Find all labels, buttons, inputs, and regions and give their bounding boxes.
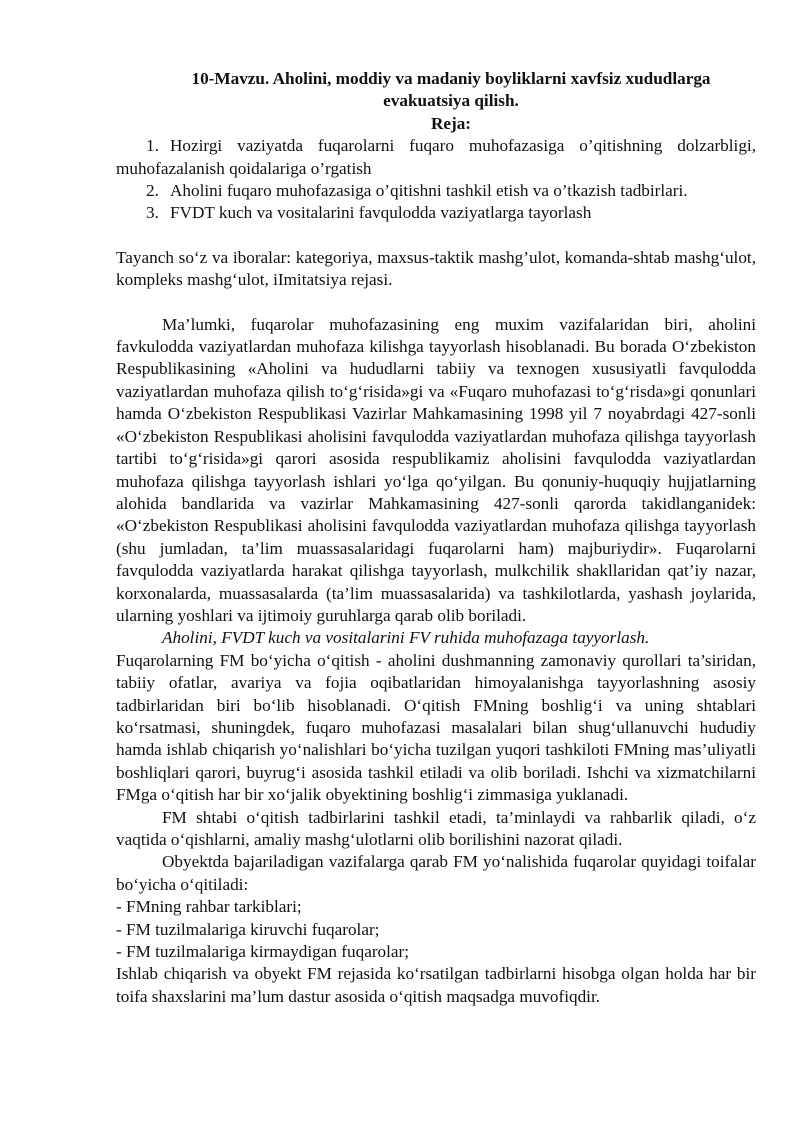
plan-heading: Reja: <box>430 113 472 133</box>
paragraph-intro: Ma’lumki, fuqarolar muhofazasining eng muxim vazifalaridan biri, aholini favkulodda vaziyatlardan muhofaza kilishga tayyorlash hisoblanadi. Bu borada O‘zbekiston Respublikasining «Aholini va hududlarni tabiiy va texnogen xususiyatli favqulodda vaziyatlardan muhofaza qilish to‘g‘risida»gi va «Fuqaro muhofazasi to‘g‘risda»gi qonunlari hamda O‘zbekiston Respublikasi Vazirlar Mahkamasining 1998 yil 7 noyabrdagi 427-sonli «O‘zbekiston Respublikasi aholisini favqulodda vaziyatlardan muhofaza qilishga tayyorlash tartibi to‘g‘risida»gi qarori asosida respublikamiz aholisini favqulodda vaziyatlardan muhofaza qilishga tayyorlash ishlari yo‘lga qo‘yilgan. Bu qonuniy-huquqiy hujjatlarning alohida bandlarida va vazirlar Mahkamasining 427-sonli qarorda takidlanganidek: «O‘zbekiston Respublikasi aholisini favqulodda vaziyatlardan muhofaza qilishga tayyorlash (shu jumladan, ta’lim muassasalaridagi fuqarolarni ham) majburiydir». Fuqarolarni favqulodda vaziyatlarda harakat qilishga tayyorlash, mulkchilik shakllaridan qat’iy nazar, korxonalarda, muassasalarda (ta’lim muassasalarida) va tashkilotlarda, yashash joylarida, ularning yoshlari va ijtimoiy guruhlarga qarab olib boriladi. <box>116 314 756 625</box>
list-item: - FM tuzilmalariga kirmaydigan fuqarolar; <box>116 942 410 962</box>
paragraph-staff: FM shtabi o‘qitish tadbirlarini tashkil etadi, ta’minlaydi va rahbarlik qiladi, o‘z vaqtida o‘qishlarni, amaliy mashg‘ulotlarni olib borilishini nazorat qiladi. <box>116 807 756 849</box>
plan-item <box>116 135 756 180</box>
list-item: - FMning rahbar tarkiblari; <box>116 897 302 917</box>
spacer <box>116 225 756 247</box>
plan-item <box>116 202 756 224</box>
plan-list <box>116 135 756 225</box>
plan-item-number: 2. <box>146 181 159 201</box>
keywords-paragraph: Tayanch so‘z va iboralar: kategoriya, maxsus-taktik mashg’ulot, komanda-shtab mashg‘ulot, kompleks mashg‘ulot, iImitatsiya rejasi. <box>116 247 756 290</box>
section-subheading: Aholini, FVDT kuch va vositalarini FV ruhida muhofazaga tayyorlash. <box>162 628 650 648</box>
title-line-2: evakuatsiya qilish. <box>383 91 519 111</box>
plan-item-text: FVDT kuch va vositalarini favqulodda vaziyatlarga tayorlash <box>170 203 592 223</box>
paragraph-categories: Obyektda bajariladigan vazifalarga qarab FM yo‘nalishida fuqarolar quyidagi toifalar bo‘yicha o‘qitiladi: <box>116 852 756 894</box>
plan-item-number: 1. <box>146 136 159 156</box>
list-item: - FM tuzilmalariga kiruvchi fuqarolar; <box>116 919 380 939</box>
plan-item-text: Hozirgi vaziyatda fuqarolarni fuqaro muhofazasiga o’qitishning dolzarbligi, muhofazalanish qoidalariga o’rgatish <box>116 136 756 178</box>
plan-item-text: Aholini fuqaro muhofazasiga o’qitishni tashkil etish va o’tkazish tadbirlari. <box>170 181 688 201</box>
plan-item <box>116 180 756 202</box>
title-line-1: 10-Mavzu. Aholini, moddiy va madaniy boyliklarni xavfsiz xududlarga <box>191 69 711 88</box>
spacer <box>116 292 756 314</box>
page-title <box>116 68 756 113</box>
plan-item-number: 3. <box>146 203 159 223</box>
paragraph-conclusion: Ishlab chiqarish va obyekt FM rejasida ko‘rsatilgan tadbirlarni hisobga olgan holda har bir toifa shaxslarini ma’lum dastur asosida o‘qitish maqsadga muvofiqdir. <box>116 964 756 1006</box>
paragraph-training: Fuqarolarning FM bo‘yicha o‘qitish - aholini dushmanning zamonaviy qurollari ta’siridan, tabiiy ofatlar, avariya va fojia oqibatlaridan himoyalanishga tayyorlashning asosiy tadbirlaridan biri bo‘lib hisoblanadi. O‘qitish FMning boshlig‘i va uning shtablari ko‘rsatmasi, shuningdek, fuqaro muhofazasi masalalari bilan shug‘ullanuvchi hududiy hamda ishlab chiqarish yo‘nalishlari bo‘yicha tuzilgan yuqori tashkiloti FMning mas’uliyatli boshliqlari qarori, buyrug‘i asosida tashkil etiladi va olib boriladi. Ishchi va xizmatchilarni FMga o‘qitish har bir xo‘jalik obyektining boshlig‘i zimmasiga yuklanadi. <box>116 650 756 805</box>
